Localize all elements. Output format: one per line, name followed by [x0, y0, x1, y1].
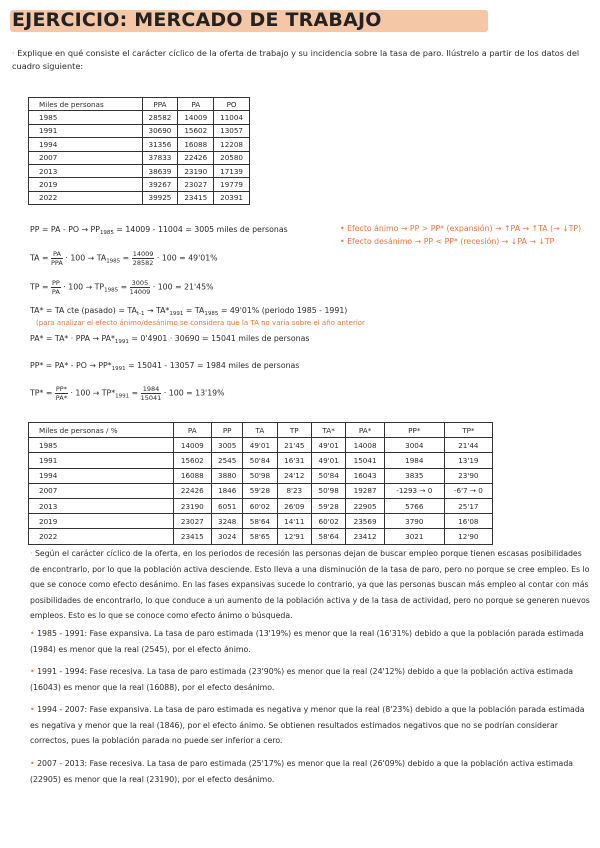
table-cell: 2019 — [29, 514, 174, 529]
ta-star-note: (para analizar el efecto ánimo/desánimo se considera que la TA no varía sobre el año anterior — [36, 319, 365, 327]
table-cell: 3248 — [212, 514, 243, 529]
table-row — [29, 453, 493, 468]
table-cell: 25'17 — [444, 498, 492, 513]
table-cell: 3790 — [384, 514, 444, 529]
table-cell: 16043 — [346, 468, 385, 483]
table-row — [29, 164, 250, 177]
table-cell: 16'31 — [277, 453, 311, 468]
formula-tp: TP = $\frac{PP}{PA}$ · $100 \to TP_{1985}$ = $\frac{3005}{14009}$ · 100 = 21'45% — [30, 279, 214, 296]
table-cell: 20391 — [214, 191, 250, 204]
table-cell: 37833 — [142, 151, 178, 164]
table-cell: 21'45 — [277, 438, 311, 453]
table-cell: 23190 — [173, 498, 212, 513]
table-cell: 23415 — [173, 529, 212, 544]
period-analysis-item — [30, 756, 590, 787]
table-cell: 3004 — [384, 438, 444, 453]
table-cell: 16'08 — [444, 514, 492, 529]
table-cell: 39925 — [142, 191, 178, 204]
table-cell: 1985 — [29, 111, 143, 124]
table-cell: 59'28 — [311, 498, 345, 513]
table-cell: -6'7 → 0 — [444, 483, 492, 498]
fraction: $\frac{3005}{14009}$ — [129, 279, 151, 296]
table-cell: 16088 — [173, 468, 212, 483]
column-header: PP — [212, 423, 243, 438]
table-cell: 19287 — [346, 483, 385, 498]
formula-pp: PP = PA - PO → $PP_{1985} = 14009 - 11004 = 3005$ miles de personas — [30, 225, 288, 236]
table-cell: 2022 — [29, 529, 174, 544]
table-cell: 2007 — [29, 483, 174, 498]
table-cell: 1991 — [29, 124, 143, 137]
fraction: $\frac{14009}{28582}$ — [132, 250, 154, 267]
table-row — [29, 468, 493, 483]
table-cell: 58'65 — [243, 529, 277, 544]
table-cell: 50'98 — [243, 468, 277, 483]
table-row — [29, 178, 250, 191]
table-cell: 3880 — [212, 468, 243, 483]
table-cell: 2022 — [29, 191, 143, 204]
column-header: PP* — [384, 423, 444, 438]
column-header: PA — [173, 423, 212, 438]
column-header: Miles de personas / % — [29, 423, 174, 438]
column-header: Miles de personas — [29, 98, 143, 111]
table-cell: 14009 — [173, 438, 212, 453]
formula-tp-star: TP* = $\frac{PP*}{PA*}$ · $100 \to TP*_{1991}$ = $\frac{1984}{15041}$ · 100 = 13'19% — [30, 385, 225, 402]
formula-pp-star: PP* = PA* - PO → $PP*_{1991} = 15041 - 13057 = 1984$ miles de personas — [30, 361, 300, 372]
table-cell: 23415 — [178, 191, 214, 204]
bullet-icon: • — [30, 705, 38, 714]
table-cell: 1991 — [29, 453, 174, 468]
table-cell: 22426 — [178, 151, 214, 164]
table-cell: 3021 — [384, 529, 444, 544]
table-cell: 2545 — [212, 453, 243, 468]
table-cell: 12208 — [214, 138, 250, 151]
fraction: $\frac{PP}{PA}$ — [51, 279, 60, 296]
table-cell: 13'19 — [444, 453, 492, 468]
table-cell: 1985 — [29, 438, 174, 453]
effect-desanimo-text: Efecto desánimo → PP < PP* (recesión) → ↓PA → ↓TP — [347, 237, 555, 246]
period-analysis-item — [30, 702, 590, 749]
table-cell: 3024 — [212, 529, 243, 544]
data-table-1 — [28, 97, 250, 205]
table-cell: 28582 — [142, 111, 178, 124]
column-header: TA* — [311, 423, 345, 438]
table-cell: 14008 — [346, 438, 385, 453]
bullet-icon: · — [30, 549, 35, 558]
table-cell: 5766 — [384, 498, 444, 513]
table-cell: 23190 — [178, 164, 214, 177]
table-cell: 39267 — [142, 178, 178, 191]
table-row — [29, 514, 493, 529]
data-table-2 — [28, 422, 493, 545]
column-header: PA — [178, 98, 214, 111]
table-row — [29, 529, 493, 544]
table-cell: 14009 — [178, 111, 214, 124]
effect-animo: • Efecto ánimo → PP > PP* (expansión) → ↑PA → ↑TA (→ ↓TP) — [340, 224, 582, 233]
table-cell: 38639 — [142, 164, 178, 177]
fraction: $\frac{PP*}{PA*}$ — [55, 385, 67, 402]
table-cell: 60'02 — [243, 498, 277, 513]
table-cell: 60'02 — [311, 514, 345, 529]
period-analysis-text: 1991 - 1994: Fase recesiva. La tasa de paro estimada (23'90%) es menor que la real (24'12%) debido a que la población activa estimada (16043) es menor que la real (16088), por el efecto desánimo. — [30, 667, 574, 692]
intro-question — [12, 47, 590, 72]
table-cell: 12'91 — [277, 529, 311, 544]
table-cell: 1994 — [29, 468, 174, 483]
table-row — [29, 483, 493, 498]
page-title: EJERCICIO: MERCADO DE TRABAJO — [12, 9, 382, 31]
period-analysis-text: 1985 - 1991: Fase expansiva. La tasa de paro estimada (13'19%) es menor que la real (16'31%) debido a que la población parada estimada (1984) es menor que la real (2545), por el efecto ánimo. — [30, 629, 584, 654]
table-cell: 49'01 — [311, 453, 345, 468]
table-cell: 15602 — [173, 453, 212, 468]
period-analysis-text: 1994 - 2007: Fase expansiva. La tasa de paro estimada es negativa y menor que la real (8'23%) debido a que la población parada estimada es negativa y menor que la real (1846), por el efecto ánimo. Se obtienen resultados estimados negativos que no se podrían considerar correctos, pues la población parada no puede ser inferior a cero. — [30, 705, 585, 745]
table-row — [29, 124, 250, 137]
period-analysis-item — [30, 626, 590, 657]
table-cell: 1846 — [212, 483, 243, 498]
intro-text: Explique en qué consiste el carácter cíclico de la oferta de trabajo y su incidencia sobre la tasa de paro. Ilústrelo a partir de los datos del cuadro siguiente: — [12, 48, 580, 71]
table-cell: 23'90 — [444, 468, 492, 483]
table-cell: 11004 — [214, 111, 250, 124]
table-row — [29, 111, 250, 124]
table-cell: 50'84 — [243, 453, 277, 468]
column-header: PPA — [142, 98, 178, 111]
bullet-icon: • — [30, 629, 38, 638]
column-header: TA — [243, 423, 277, 438]
table-cell: 23569 — [346, 514, 385, 529]
column-header: TP — [277, 423, 311, 438]
table-row — [29, 191, 250, 204]
table-cell: 30690 — [142, 124, 178, 137]
bullet-icon: · — [12, 48, 18, 58]
table-cell: 1984 — [384, 453, 444, 468]
table-cell: 2019 — [29, 178, 143, 191]
table-cell: 6051 — [212, 498, 243, 513]
period-analysis-text: 2007 - 2013: Fase recesiva. La tasa de paro estimada (25'17%) es menor que la real (26'09%) debido a que la población activa estimada (22905) es menor que la real (23190), por el efecto desánimo. — [30, 759, 574, 784]
table-cell: 14'11 — [277, 514, 311, 529]
table-cell: 19779 — [214, 178, 250, 191]
fraction: $\frac{PA}{\text{PPA}}$ — [51, 250, 63, 267]
effect-desanimo: • Efecto desánimo → PP < PP* (recesión) → ↓PA → ↓TP — [340, 237, 555, 246]
table-cell: 3005 — [212, 438, 243, 453]
table-cell: 21'44 — [444, 438, 492, 453]
table-cell: 8'23 — [277, 483, 311, 498]
table-cell: 17139 — [214, 164, 250, 177]
explanation-paragraph: · Según el carácter cíclico de la oferta, en los periodos de recesión las personas dejan de buscar empleo porque tienen escasas posibilidades de encontrarlo, por lo que la población activa desciende. Esto lleva a una disminución de la tasa de paro, pero no porque se cree empleo. Es lo que se conoce como efecto desánimo. En las fases expansivas sucede lo contrario, ya que las personas buscan más empleo al contar con más posibilidades de encontrarlo, lo que conduce a un aumento de la población activa y de la tasa de actividad, pero no porque se generen nuevos empleos. Esto es lo que se conoce como efecto ánimo o búsqueda. — [30, 549, 590, 620]
table-cell: 1994 — [29, 138, 143, 151]
effect-animo-text: Efecto ánimo → PP > PP* (expansión) → ↑PA → ↑TA (→ ↓TP) — [347, 224, 582, 233]
table-cell: 20580 — [214, 151, 250, 164]
table-cell: 49'01 — [243, 438, 277, 453]
formula-ta: TA = $\frac{PA}{\text{PPA}}$ · $100 \to TA_{1985}$ = $\frac{14009}{28582}$ · 100 = 49'01% — [30, 250, 218, 267]
table-row — [29, 151, 250, 164]
column-header: PA* — [346, 423, 385, 438]
table-cell: 23027 — [173, 514, 212, 529]
table-row — [29, 498, 493, 513]
period-analysis-item — [30, 664, 590, 695]
table-cell: 22426 — [173, 483, 212, 498]
table-cell: 49'01 — [311, 438, 345, 453]
bullet-icon: • — [30, 759, 38, 768]
table-cell: 23412 — [346, 529, 385, 544]
table-cell: 13057 — [214, 124, 250, 137]
table-cell: 3835 — [384, 468, 444, 483]
table-cell: -1293 → 0 — [384, 483, 444, 498]
table-row — [29, 138, 250, 151]
table-cell: 50'98 — [311, 483, 345, 498]
table-cell: 2007 — [29, 151, 143, 164]
column-header: PO — [214, 98, 250, 111]
table-cell: 22905 — [346, 498, 385, 513]
fraction: $\frac{1984}{15041}$ — [140, 385, 162, 402]
table-cell: 58'64 — [311, 529, 345, 544]
formula-ta-star: TA* = TA cte (pasado) = $TA_{t-1} \to TA*_{1991} = TA_{1985} = 49'01\%$ (periodo 1985 - 1991) — [30, 306, 348, 317]
formula-pa-star: PA* = TA* · PPA → $PA*_{1991} = 0'4901 \cdot 30690 = 15041$ miles de personas — [30, 334, 310, 345]
table-cell: 2013 — [29, 498, 174, 513]
table-cell: 58'64 — [243, 514, 277, 529]
column-header: TP* — [444, 423, 492, 438]
bullet-icon: • — [30, 667, 38, 676]
table-cell: 2013 — [29, 164, 143, 177]
table-cell: 15602 — [178, 124, 214, 137]
table-cell: 12'90 — [444, 529, 492, 544]
table-cell: 23027 — [178, 178, 214, 191]
table-cell: 31356 — [142, 138, 178, 151]
table-row — [29, 438, 493, 453]
table-cell: 26'09 — [277, 498, 311, 513]
table-cell: 16088 — [178, 138, 214, 151]
table-cell: 50'84 — [311, 468, 345, 483]
table-cell: 59'28 — [243, 483, 277, 498]
table-cell: 24'12 — [277, 468, 311, 483]
table-cell: 15041 — [346, 453, 385, 468]
